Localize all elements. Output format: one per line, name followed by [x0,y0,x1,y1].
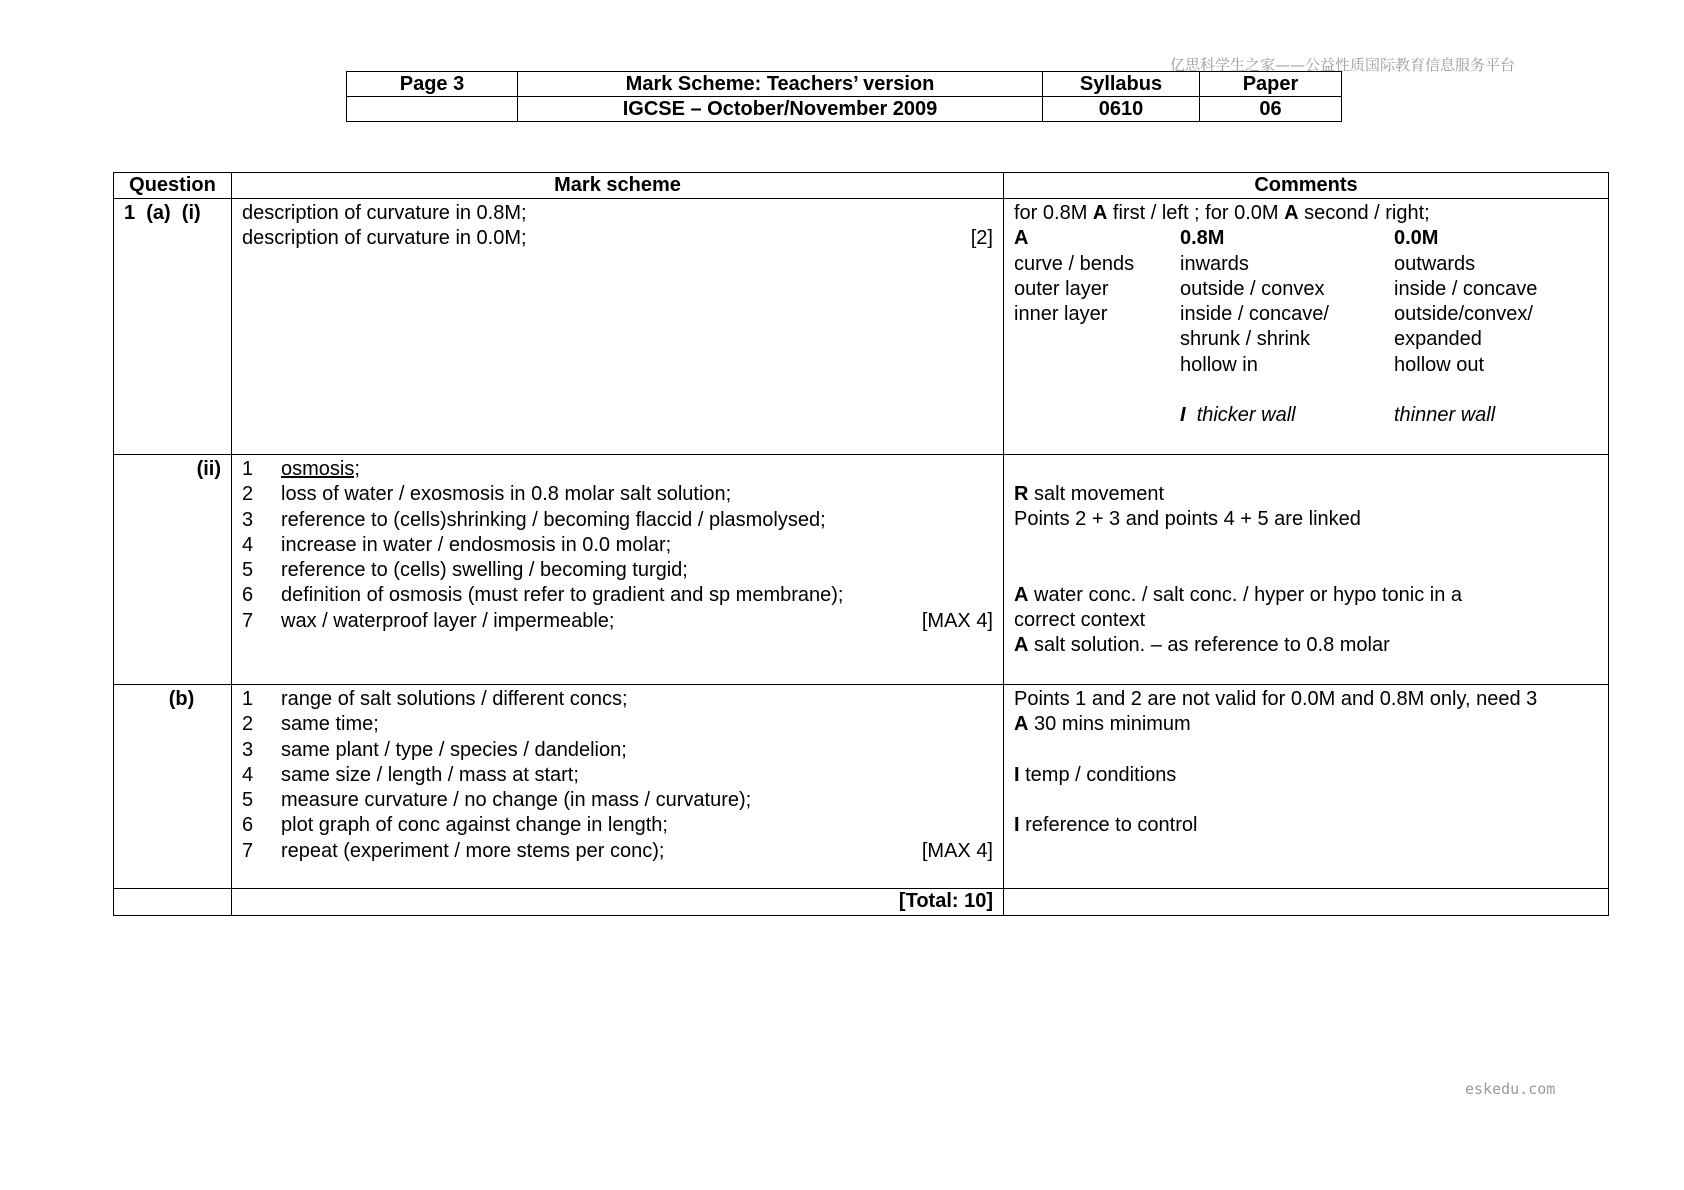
comment-line: for 0.8M A first / left ; for 0.0M A second / right; [1014,202,1430,224]
comparison-row: outer layer outside / convex inside / concave [1014,277,1538,300]
watermark-top: 亿思科学生之家——公益性质国际教育信息服务平台 [1170,56,1516,74]
comments-cell [1004,199,1609,455]
mark-scheme-cell [232,455,1004,685]
comments-cell [1004,455,1609,685]
document-title: Mark Scheme: Teachers’ version [518,72,1043,97]
comment-line: Points 2 + 3 and points 4 + 5 are linked [1014,508,1361,531]
answer-point: 3 same plant / type / species / dandelion; [242,738,627,761]
question-label: (b) [114,685,232,889]
paper-number: 06 [1200,97,1342,122]
mark-scheme-table [113,172,1609,916]
comparison-row: curve / bends inwards outwards [1014,252,1476,275]
answer-point: 1 range of salt solutions / different concs; [242,688,628,710]
comment-line: Points 1 and 2 are not valid for 0.0M and 0.8M only, need 3 [1014,688,1538,710]
mark-scheme-cell [232,685,1004,889]
comment-line: A salt solution. – as reference to 0.8 molar [1014,634,1390,657]
mark-scheme-header: Mark scheme [232,173,1004,199]
comment-line: I reference to control [1014,813,1198,836]
marks-allocation: [MAX 4] [921,609,993,632]
answer-point: 7 repeat (experiment / more stems per conc); [MAX 4] [242,839,993,864]
header-table [346,71,1342,122]
comment-line: I temp / conditions [1014,763,1177,786]
question-label: 1 (a) (i) [114,199,232,455]
question-1aii-row [114,455,1609,685]
syllabus-label: Syllabus [1043,72,1200,97]
comment-line: correct context [1014,608,1146,631]
marks-allocation: [2] [970,227,993,250]
ignore-row: I thicker wall thinner wall [1180,404,1496,427]
comparison-row: inner layer inside / concave/ outside/convex/ [1014,303,1533,326]
marks-allocation: [MAX 4] [921,839,993,862]
comparison-row: shrunk / shrink expanded [1180,328,1482,351]
total-row [114,889,1609,916]
comment-line: A 30 mins minimum [1014,713,1191,736]
answer-line: description of curvature in 0.0M; [2] [242,226,993,251]
exam-session: IGCSE – October/November 2009 [518,97,1043,122]
answer-point: 2 same time; [242,713,379,736]
paper-label: Paper [1200,72,1342,97]
comparison-table [1014,226,1594,428]
answer-point: 4 increase in water / endosmosis in 0.0 molar; [242,533,672,556]
mark-scheme-cell [232,199,1004,455]
answer-line: description of curvature in 0.8M; [242,202,527,224]
comments-header: Comments [1004,173,1609,199]
answer-point: 6 definition of osmosis (must refer to gradient and sp membrane); [242,584,844,607]
comment-line: A water conc. / salt conc. / hyper or hypo tonic in a [1014,583,1462,606]
question-1b-row [114,685,1609,889]
answer-point: 1 osmosis; [242,458,360,480]
comment-line: R salt movement [1014,483,1165,505]
question-header: Question [114,173,232,199]
col-00m: 0.0M [1394,227,1439,250]
total-comments-cell [1004,889,1609,916]
answer-point: 4 same size / length / mass at start; [242,763,579,786]
answer-point: 5 measure curvature / no change (in mass / curvature); [242,789,752,812]
answer-point: 7 wax / waterproof layer / impermeable; [MAX 4] [242,609,993,634]
total-empty-cell [114,889,232,916]
answer-point: 2 loss of water / exosmosis in 0.8 molar salt solution; [242,483,732,506]
total-marks: [Total: 10] [232,889,1004,916]
comparison-row: hollow in hollow out [1180,353,1485,376]
answer-point: 5 reference to (cells) swelling / becoming turgid; [242,559,688,582]
accept-label: A [1014,227,1029,250]
watermark-bottom: eskedu.com [1465,1080,1556,1098]
question-1ai-row [114,199,1609,455]
answer-point: 6 plot graph of conc against change in length; [242,814,668,837]
col-08m: 0.8M [1180,227,1225,250]
syllabus-code: 0610 [1043,97,1200,122]
header-empty-cell [347,97,518,122]
page-label: Page 3 [347,72,518,97]
column-headers [114,173,1609,199]
answer-point: 3 reference to (cells)shrinking / becoming flaccid / plasmolysed; [242,508,826,531]
comments-cell [1004,685,1609,889]
question-label: (ii) [114,455,232,685]
